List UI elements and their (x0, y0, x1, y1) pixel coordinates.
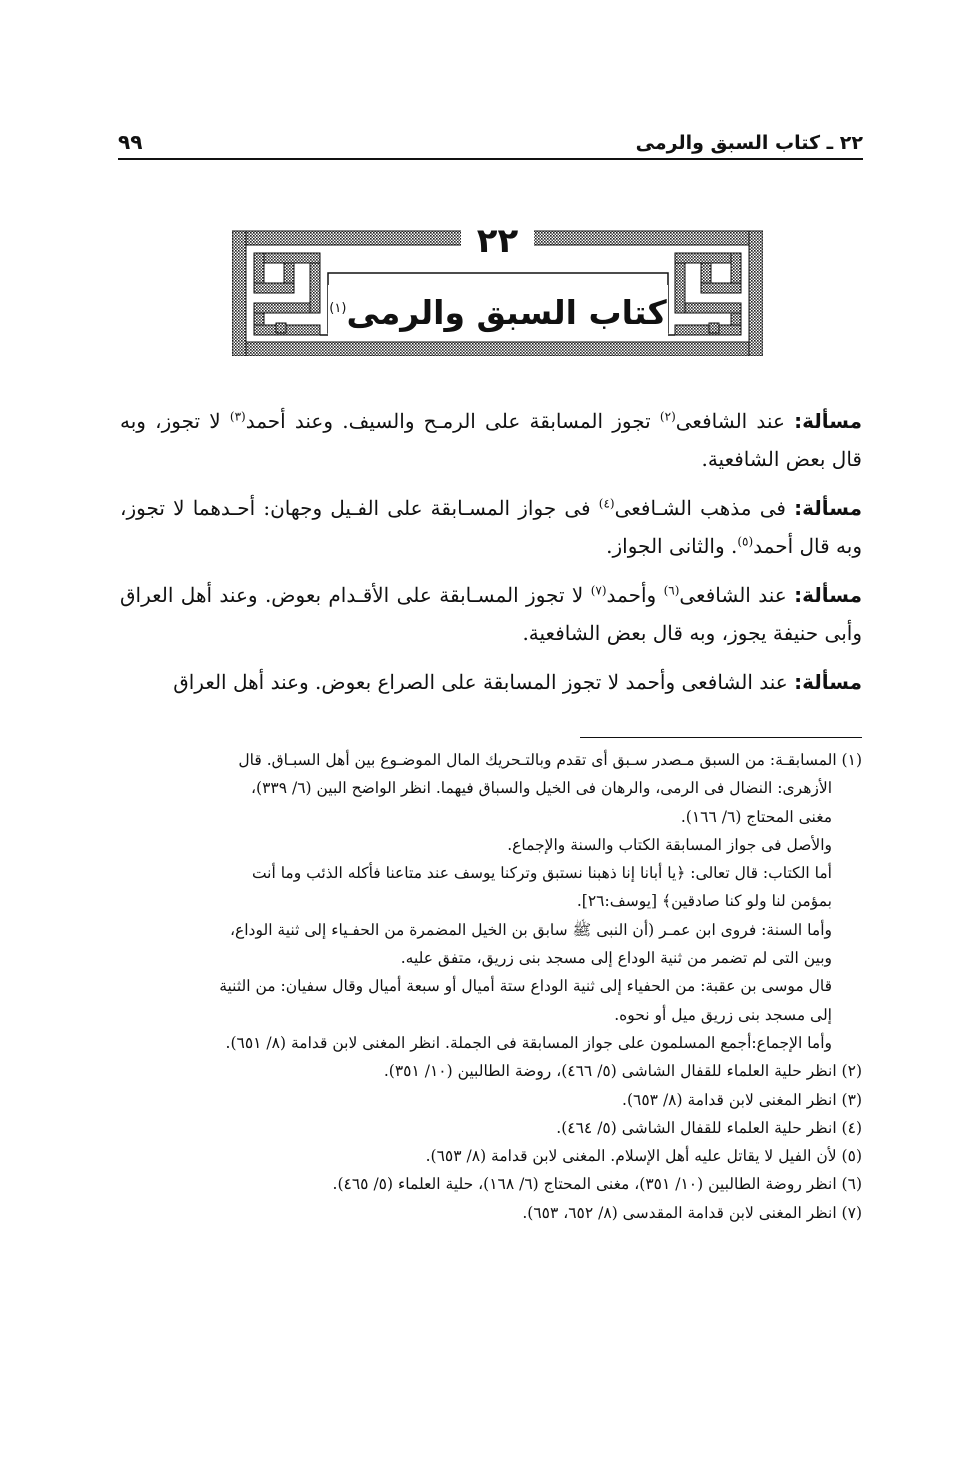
footnote-separator (580, 737, 862, 738)
footnote-ref: (٤) (598, 496, 615, 511)
footnote-line: (٣) انظر المغنى لابن قدامة (٨/ ٦٥٣). (622, 1090, 862, 1109)
footnote-line: وبين التى لم تضمر من ثنية الوداع إلى مسجد بنى زريق، متفق عليه. (400, 949, 832, 968)
paragraph: مسألة: عند الشافعى وأحمد لا تجوز المسابقة على الصراع بعوض. وعند أهل العراق (173, 670, 862, 694)
main-text (120, 402, 862, 712)
paragraph: مسألة: فى مذهب الشـافعى$^{(٤)}$ فى جواز المسـابقة على الفـيل وجهان: أحـدهما لا تجوز، وبه قال أحمد$^{(٥)}$. والثانى الجواز. (120, 496, 862, 558)
footnote-line: مغنى المحتاج (٦/ ١٦٦). (680, 807, 832, 826)
footnote-line: (٧) انظر المغنى لابن قدامة المقدسى (٨/ ٦٥٢، ٦٥٣). (522, 1203, 862, 1222)
paragraph: مسألة: عند الشافعى$^{(٦)}$ وأحمد$^{(٧)}$ لا تجوز المسـابقة على الأقـدام بعوض. وعند أهل العراق وأبى حنيفة يجوز، وبه قال بعض الشافعية. (120, 583, 862, 645)
chapter-number: ٢٢ (232, 223, 763, 259)
running-title: ٢٢ ـ كتاب السبق والرمى (635, 132, 863, 154)
footnote-line: قال موسى بن عقبة: من الحفياء إلى ثنية الوداع ستة أميال أو سبعة أميال وقال سفيان: من الثنية (219, 977, 832, 996)
footnote-line: (٥) لأن الفيل لا يقاتل عليه أهل الإسلام. المغنى لابن قدامة (٨/ ٦٥٣). (425, 1147, 862, 1166)
footnote-line: بمؤمن لنا ولو كنا صادقين﴾ [يوسف:٢٦]. (576, 892, 832, 911)
footnote-line: أما الكتاب: قال تعالى: ﴿يا أبانا إنا ذهبنا نستبق وتركنا يوسف عند متاعنا فأكله الذئب وما أنت (251, 864, 832, 883)
running-header (118, 118, 863, 160)
footnote-line: (٤) انظر حلية العلماء للقفال الشاشى (٥/ ٤٦٤). (556, 1118, 862, 1137)
footnote-line: وأما السنة: فروى ابن عمـر (أن النبى ﷺ سابق بن الخيل المضمرة من الحفـياء إلى ثنية الوداع، (230, 920, 832, 939)
footnote-ref: (٣) (229, 409, 246, 424)
footnote-ref: (٥) (737, 534, 754, 549)
footnote-ref: (٧) (590, 583, 607, 598)
footnote-line: (٢) انظر حلية العلماء للقفال الشاشى (٥/ ٤٦٦)، روضة الطالبين (١٠/ ٣٥١). (383, 1062, 862, 1081)
paragraph: مسألة: عند الشافعى$^{(٢)}$ تجوز المسابقة على الرمـح والسيف. وعند أحمد$^{(٣)}$ لا تجوز، وبه قال بعض الشافعية. (120, 409, 862, 471)
chapter-title-footnote-ref: (١) (329, 301, 347, 316)
footnote-ref: (٦) (663, 583, 680, 598)
footnote-line: والأصل فى جواز المسابقة الكتاب والسنة والإجماع. (507, 835, 832, 854)
footnote-line: إلى مسجد بنى زريق ميل أو نحوه. (614, 1005, 832, 1024)
footnote-line: (٦) انظر روضة الطالبين (١٠/ ٣٥١)، مغنى المحتاج (٦/ ١٦٨)، حلية العلماء (٥/ ٤٦٥). (332, 1175, 862, 1194)
footnotes-section (120, 746, 862, 1227)
footnote-line: وأما الإجماع:أجمع المسلمون على جواز المسابقة فى الجملة. انظر المغنى لابن قدامة (٨/ ٦٥١). (225, 1033, 832, 1052)
footnote-line: (١) المسابقـة: من السبق مـصدر سـبق أى تقدم وبالتـحريك المال الموضـوع بين أهل السبـاق. قال (238, 751, 862, 769)
chapter-title: كتاب السبق والرمى$^{(١)}$ (328, 285, 668, 337)
page-number: ٩٩ (118, 130, 143, 154)
chapter-banner (232, 223, 763, 356)
footnote-line: الأزهرى: النضال فى الرمى، والرهان فى الخيل والسباق فيهما. انظر الواضح البين (٦/ ٣٣٩)، (251, 779, 832, 798)
footnote-ref: (٢) (659, 409, 676, 424)
